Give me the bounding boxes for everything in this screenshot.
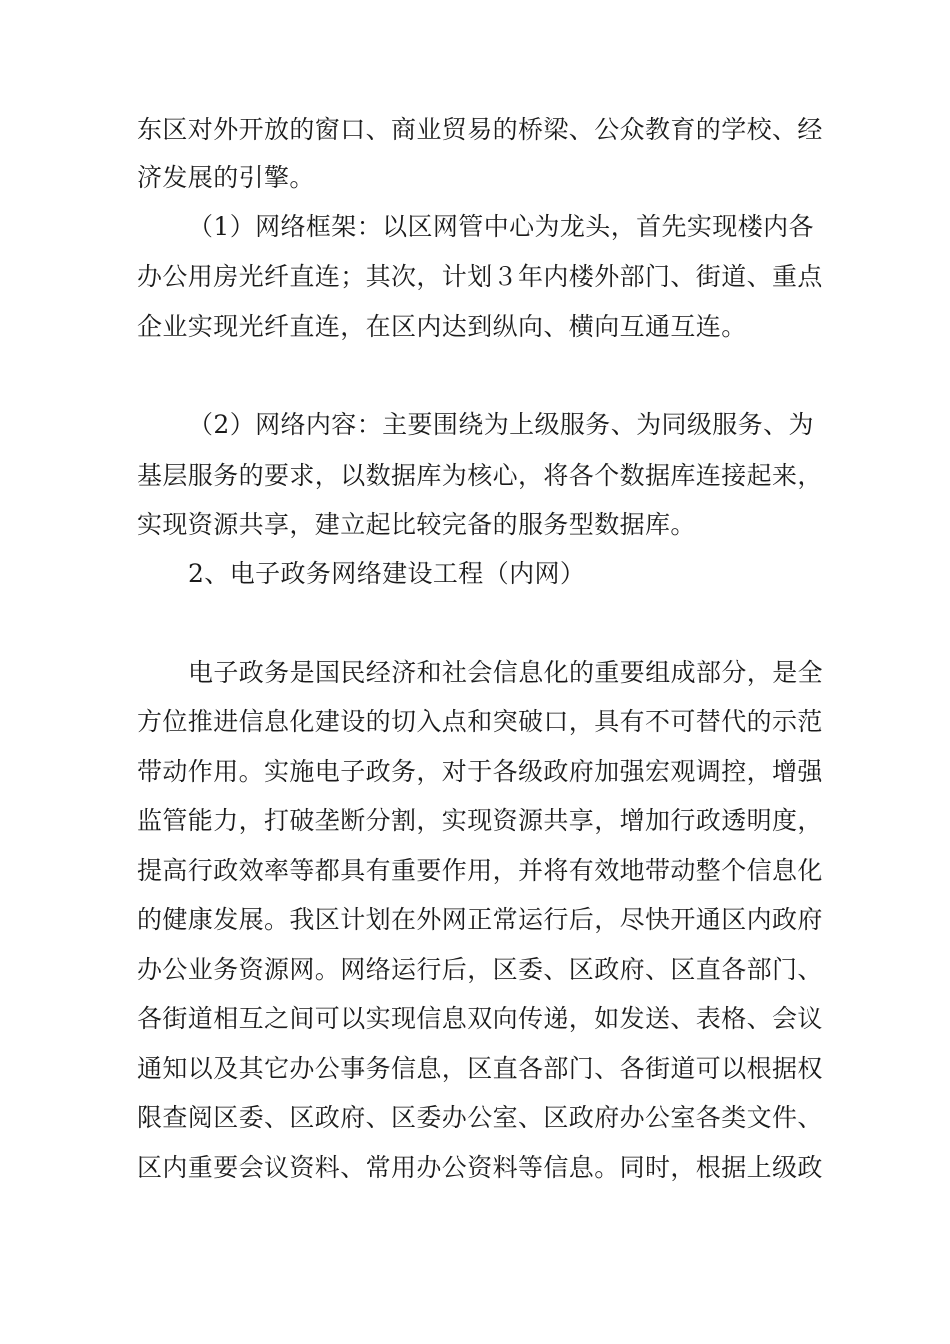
item1-line-2: 办公用房光纤直连；其次，计划３年内楼外部门、街道、重点 (137, 262, 823, 291)
item2-line-2: 基层服务的要求，以数据库为核心，将各个数据库连接起来， (137, 461, 823, 490)
intro-line-1: 东区对外开放的窗口、商业贸易的桥梁、公众教育的学校、经 (137, 115, 823, 144)
item1-line-3: 企业实现光纤直连，在区内达到纵向、横向互通互连。 (137, 312, 747, 341)
body-line-11: 区内重要会议资料、常用办公资料等信息。同时，根据上级政 (137, 1153, 823, 1182)
body-line-2: 方位推进信息化建设的切入点和突破口，具有不可替代的示范 (137, 707, 823, 736)
item2-line-3: 实现资源共享，建立起比较完备的服务型数据库。 (137, 510, 696, 539)
item2-line-1: （2）网络内容：主要围绕为上级服务、为同级服务、为 (188, 410, 814, 439)
body-line-10: 限查阅区委、区政府、区委办公室、区政府办公室各类文件、 (137, 1103, 823, 1132)
body-line-9: 通知以及其它办公事务信息，区直各部门、各街道可以根据权 (137, 1054, 823, 1083)
body-line-6: 的健康发展。我区计划在外网正常运行后，尽快开通区内政府 (137, 905, 823, 934)
body-line-1: 电子政务是国民经济和社会信息化的重要组成部分，是全 (188, 658, 824, 687)
section-heading-2: 2、电子政务网络建设工程（内网） (188, 559, 586, 588)
body-line-4: 监管能力，打破垄断分割，实现资源共享，增加行政透明度， (137, 806, 823, 835)
item1-line-1: （1）网络框架：以区网管中心为龙头，首先实现楼内各 (188, 212, 814, 241)
body-line-8: 各街道相互之间可以实现信息双向传递，如发送、表格、会议 (137, 1004, 823, 1033)
body-line-3: 带动作用。实施电子政务，对于各级政府加强宏观调控，增强 (137, 757, 823, 786)
body-line-7: 办公业务资源网。网络运行后，区委、区政府、区直各部门、 (137, 955, 823, 984)
body-line-5: 提高行政效率等都具有重要作用，并将有效地带动整个信息化 (137, 856, 823, 885)
intro-line-2: 济发展的引擎。 (137, 163, 315, 192)
